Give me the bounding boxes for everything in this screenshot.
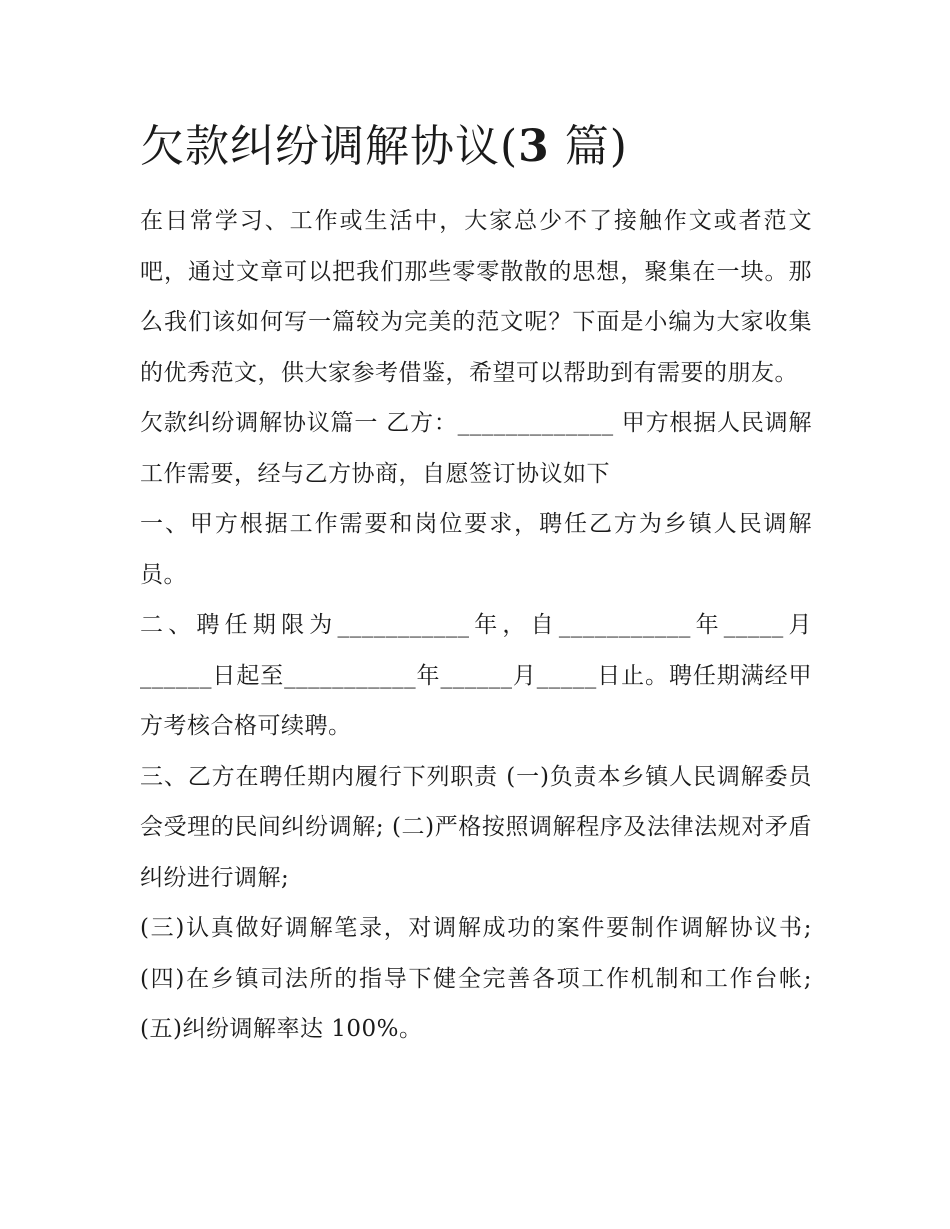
agreement-heading-paragraph: 欠款纠纷调解协议篇一 乙方：_____________ 甲方根据人民调解工作需要，经与乙方协商，自愿签订协议如下: [140, 410, 812, 487]
title-main: 欠款纠纷调解协议(: [140, 121, 519, 172]
clause-three-continued: (三)认真做好调解笔录，对调解成功的案件要制作调解协议书; (四)在乡镇司法所的指导下健全完善各项工作机制和工作台帐; (五)纠纷调解率达 100%。: [140, 915, 812, 1042]
document-title: [140, 112, 812, 182]
title-number: 3: [518, 121, 550, 172]
document-page: [140, 112, 812, 1055]
clause-one: 一、甲方根据工作需要和岗位要求，聘任乙方为乡镇人民调解员。: [140, 511, 812, 588]
title-tail: 篇): [549, 121, 628, 172]
clause-three: 三、乙方在聘任期内履行下列职责 (一)负责本乡镇人民调解委员会受理的民间纠纷调解; (二)严格按照调解程序及法律法规对矛盾纠纷进行调解;: [140, 763, 812, 891]
clause-two: 二、聘任期限为___________年，自___________年_____月______日起至___________年______月_____日止。聘任期满经甲方考核合格可续聘。: [140, 612, 812, 739]
intro-paragraph: 在日常学习、工作或生活中，大家总少不了接触作文或者范文吧，通过文章可以把我们那些零零散散的思想，聚集在一块。那么我们该如何写一篇较为完美的范文呢？下面是小编为大家收集的优秀范文，供大家参考借鉴，希望可以帮助到有需要的朋友。: [140, 208, 812, 386]
